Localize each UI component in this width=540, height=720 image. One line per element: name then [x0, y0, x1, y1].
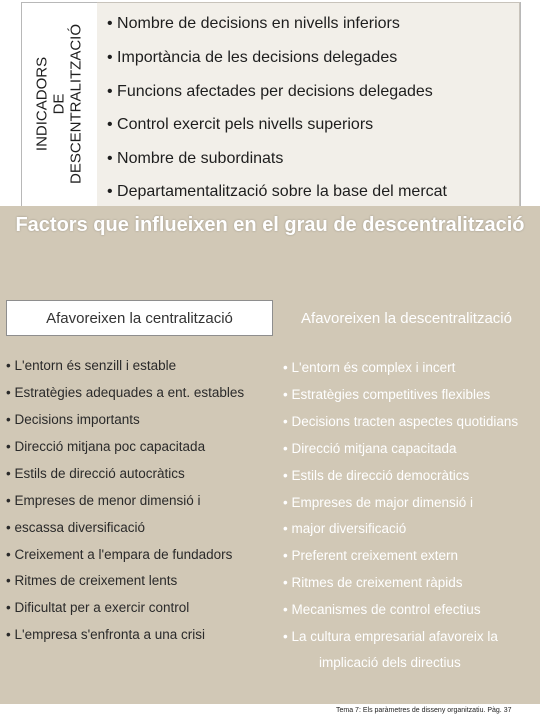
indicator-item: • Departamentalització sobre la base del mercat	[107, 183, 447, 200]
indicators-label-box	[20, 2, 98, 206]
centralization-item: • Estratègies adequades a ent. estables	[6, 385, 245, 400]
indicator-item: • Nombre de subordinats	[107, 150, 284, 167]
centralization-header: Afavoreixen la centralització	[6, 300, 273, 336]
factors-title: Factors que influeixen en el grau de descentralització	[15, 214, 525, 236]
decentralization-item: • La cultura empresarial afavoreix la	[283, 629, 498, 644]
indicator-item: • Importància de les decisions delegades	[107, 49, 398, 66]
decentralization-item: • major diversificació	[283, 521, 407, 536]
indicators-list	[97, 2, 520, 208]
decentralization-item: • Direcció mitjana capacitada	[283, 441, 457, 456]
centralization-item: • Dificultat per a exercir control	[6, 600, 190, 615]
centralization-item: • Ritmes de creixement lents	[6, 573, 178, 588]
indicators-label-line2: DE	[50, 93, 67, 115]
decentralization-item: • Ritmes de creixement ràpids	[283, 575, 463, 590]
centralization-item: • Direcció mitjana poc capacitada	[6, 439, 206, 454]
decentralization-header: Afavoreixen la descentralització	[301, 309, 512, 327]
decentralization-item: • L'entorn és complex i incert	[283, 360, 456, 375]
decentralization-item: • Estils de direcció democràtics	[283, 468, 470, 483]
indicator-item: • Funcions afectades per decisions delegades	[107, 83, 433, 100]
centralization-item: • escassa diversificació	[6, 520, 146, 535]
decentralization-item: • Estratègies competitives flexibles	[283, 387, 491, 402]
decentralization-item: • Preferent creixement extern	[283, 548, 459, 563]
centralization-item: • Creixement a l'empara de fundadors	[6, 547, 233, 562]
decentralization-item: • Mecanismes de control efectius	[283, 602, 481, 617]
centralization-item: • Decisions importants	[6, 412, 140, 427]
centralization-item: • Estils de direcció autocràtics	[6, 466, 185, 481]
centralization-item: • L'empresa s'enfronta a una crisi	[6, 627, 205, 642]
centralization-item: • L'entorn és senzill i estable	[6, 358, 177, 373]
decentralization-item-continuation: implicació dels directius	[319, 655, 461, 670]
decentralization-item: • Empreses de major dimensió i	[283, 495, 474, 510]
indicator-item: • Nombre de decisions en nivells inferiors	[107, 15, 400, 32]
indicators-label	[33, 2, 84, 206]
factors-panel	[0, 206, 540, 704]
page-footer: Tema 7: Els paràmetres de disseny organitzatiu. Pàg. 37	[336, 707, 512, 714]
indicators-label-line1: INDICADORS	[33, 56, 50, 152]
centralization-item: • Empreses de menor dimensió i	[6, 493, 201, 508]
indicator-item: • Control exercit pels nivells superiors	[107, 116, 374, 133]
indicators-label-line3: DESCENTRALITZACIÓ	[67, 23, 84, 185]
decentralization-item: • Decisions tracten aspectes quotidians	[283, 414, 519, 429]
